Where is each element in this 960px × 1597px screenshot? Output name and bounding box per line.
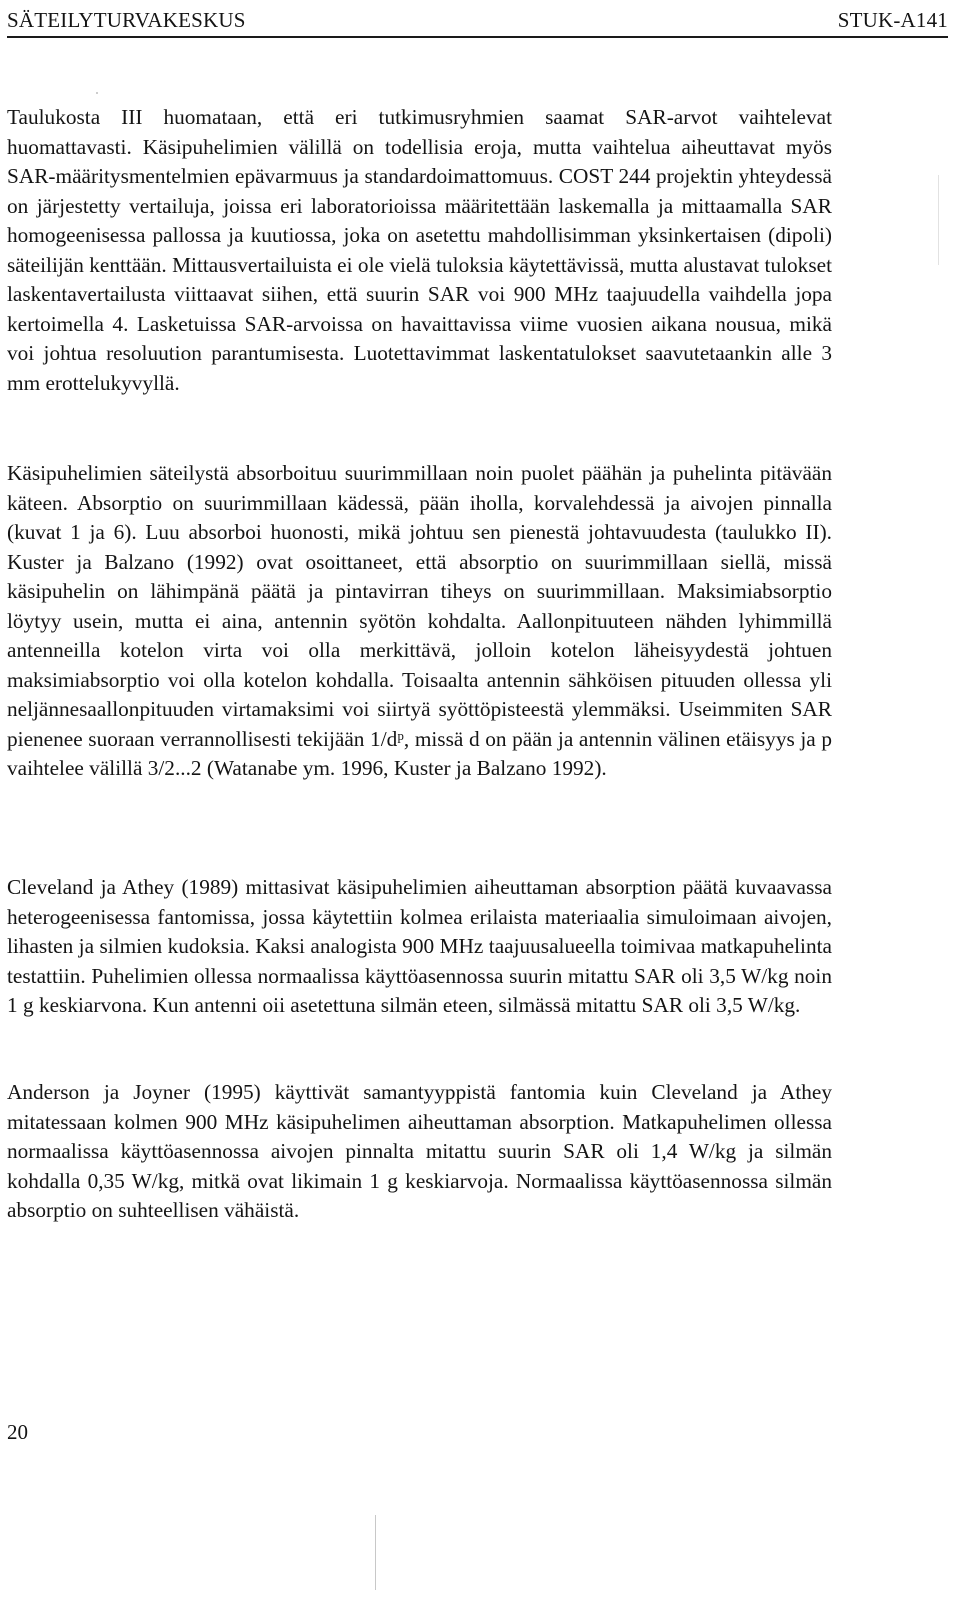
- header-report-id: STUK-A141: [837, 8, 948, 32]
- scan-artifact-line: [375, 1515, 376, 1590]
- paragraph-anderson-joyner: [7, 1078, 832, 1226]
- page-number: 20: [7, 1420, 28, 1444]
- paragraph-text: Taulukosta III huomataan, että eri tutkimusryhmien saamat SAR-arvot vaihtelevat huomattavasti. Käsipuhelimien välillä on todellisia eroja, mutta vaihtelua aiheuttavat myös SAR-määritysmentelmien epävarmuus ja standardoimattomuus. COST 244 projektin yhteydessä on järjestetty vertailuja, joissa eri laboratorioissa määritettään laskemalla ja mittaamalla SAR homogeenisessa pallossa ja kuutiossa, joka on asetettu mahdollisimman yksinkertaisen (dipoli) säteilijän kenttään. Mittausvertailuista ei ole vielä tuloksia käytettävissä, mutta alustavat tulokset laskentavertailusta viittaavat siihen, että suurin SAR voi 900 MHz taajuudella vaihdella jopa kertoimella 4. Lasketuissa SAR-arvoissa on havaittavissa viime vuosien aikana nousua, mikä voi johtua resoluution parantumisesta. Luotettavimmat laskentatulokset saavutetaankin alle 3 mm erottelukyvyllä.: [7, 105, 832, 395]
- scan-artifact-line: [938, 175, 939, 265]
- paragraph-absorption-location: [7, 459, 832, 784]
- paragraph-text: Cleveland ja Athey (1989) mittasivat käsipuhelimien aiheuttaman absorption päätä kuvaavassa heterogeenisessa fantomissa, jossa käytettiin kolmea erilaista materiaalia simuloimaan aivojen, lihasten ja silmien kudoksia. Kaksi analogista 900 MHz taajuusalueella toimivaa matkapuhelinta testattiin. Puhelimien ollessa normaalissa käyttöasennossa suurin mitattu SAR oli 3,5 W/kg noin 1 g keskiarvona. Kun antenni oii asetettuna silmän eteen, silmässä mitattu SAR oli 3,5 W/kg.: [7, 875, 832, 1017]
- header-organization: SÄTEILYTURVAKESKUS: [7, 8, 246, 32]
- paragraph-sar-variation: [7, 103, 832, 398]
- paragraph-cleveland-athey: [7, 873, 832, 1021]
- scan-speck: [96, 92, 98, 94]
- paragraph-text: Käsipuhelimien säteilystä absorboituu suurimmillaan noin puolet päähän ja puhelinta pitävään käteen. Absorptio on suurimmillaan kädessä, pään iholla, korvalehdessä ja aivojen pinnalla (kuvat 1 ja 6). Luu absorboi huonosti, mikä johtuu sen pienestä johtavuudesta (taulukko II). Kuster ja Balzano (1992) ovat osoittaneet, että absorptio on suurimmillaan siellä, missä käsipuhelin on lähimpänä päätä ja pintavirran tiheys on suurimmillaan. Maksimiabsorptio löytyy usein, mutta ei aina, antennin syötön kohdalta. Aallonpituuteen nähden lyhimmillä antenneilla kotelon virta voi olla merkittävä, jolloin kotelon läheisyydestä johtuen maksimiabsorptio voi olla kotelon kohdalla. Toisaalta antennin sähköisen pituuden ollessa yli neljännesaallonpituuden virtamaksimi voi siirtyä syöttöpisteestä ylemmäksi. Useimmiten SAR pienenee suoraan verrannollisesti tekijään 1/dᵖ, missä d on pään ja antennin välinen etäisyys ja p vaihtelee välillä 3/2...2 (Watanabe ym. 1996, Kuster ja Balzano 1992).: [7, 461, 832, 780]
- running-header: [7, 4, 948, 38]
- paragraph-text: Anderson ja Joyner (1995) käyttivät samantyyppistä fantomia kuin Cleveland ja Athey mitatessaan kolmen 900 MHz käsipuhelimen aiheuttaman absorption. Matkapuhelimen ollessa normaalissa käyttöasennossa aivojen pinnalta mitattu suurin SAR oli 1,4 W/kg ja silmän kohdalla 0,35 W/kg, mitkä ovat likimain 1 g keskiarvoja. Normaalissa käyttöasennossa silmän absorptio on suhteellisen vähäistä.: [7, 1080, 832, 1222]
